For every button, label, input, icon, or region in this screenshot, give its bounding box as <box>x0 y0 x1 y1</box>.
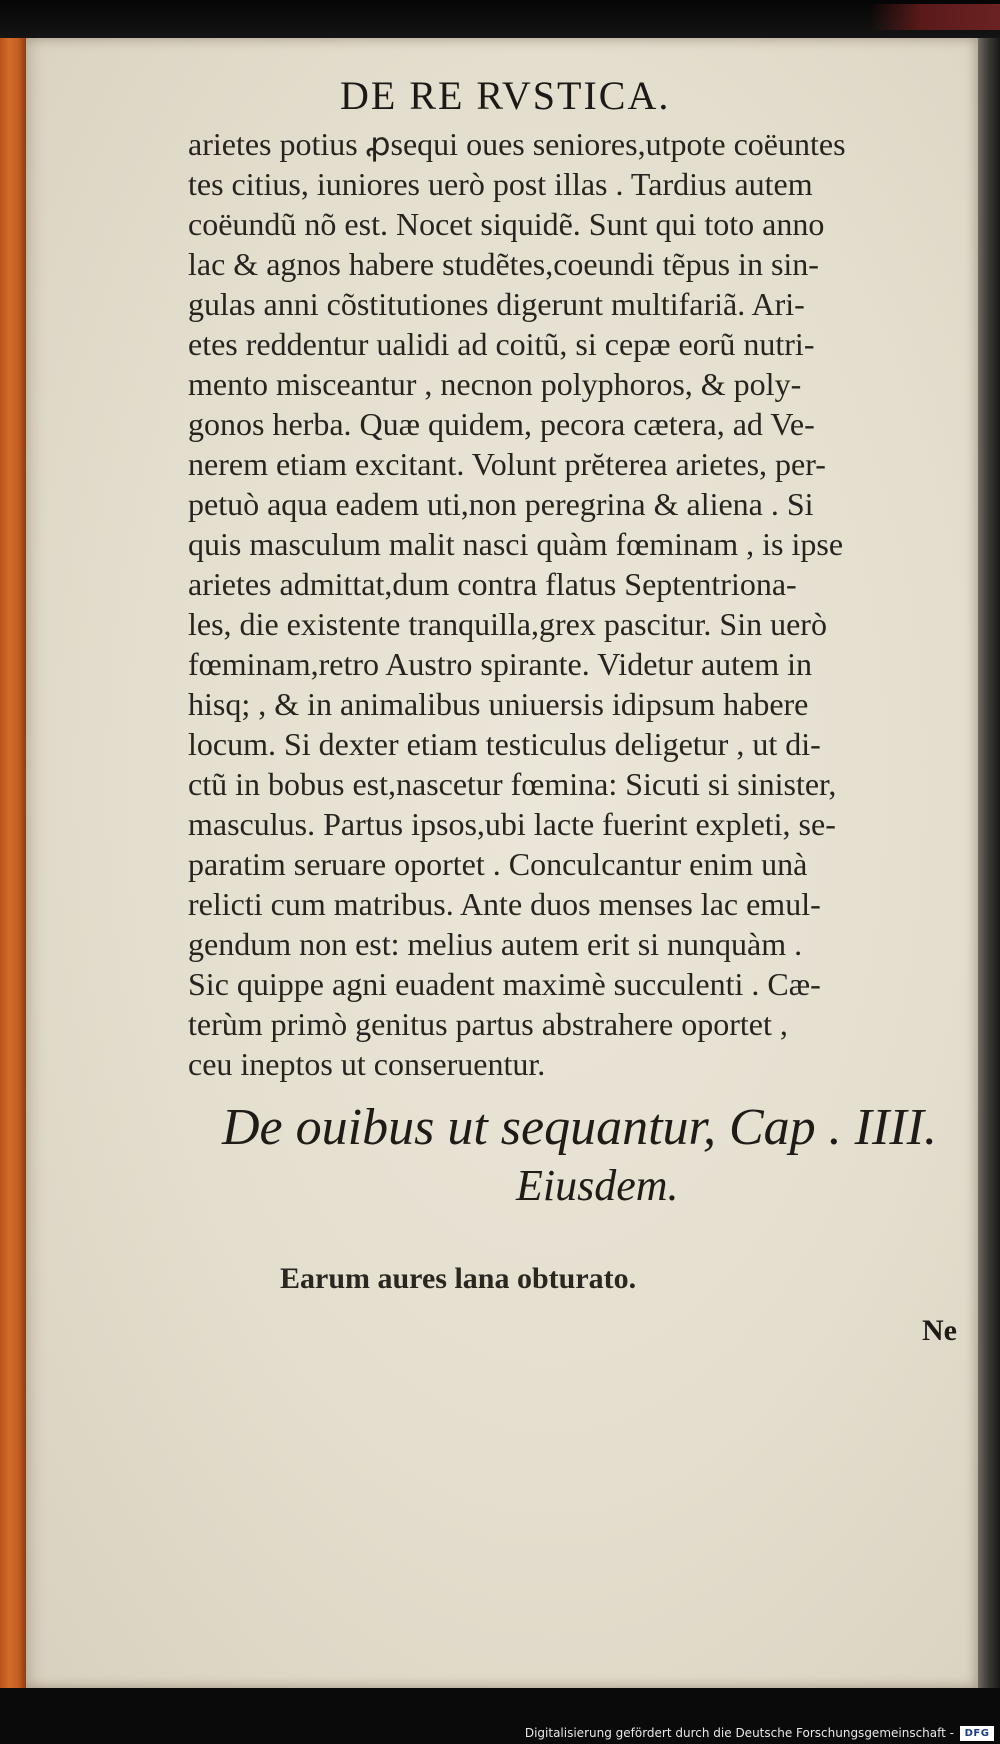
catchword: Ne <box>922 1314 957 1347</box>
left-book-edge <box>0 38 26 1688</box>
text-line: gonos herba. Quæ quidem, pecora cætera, ad Ve- <box>188 406 815 442</box>
text-line: etes reddentur ualidi ad coitũ, si cepæ eorũ nutri- <box>188 326 815 362</box>
chapter-heading: De ouibus ut sequantur, Cap . IIII. <box>222 1099 937 1156</box>
text-line: coëundũ nõ est. Nocet siquidẽ. Sunt qui toto anno <box>188 206 825 242</box>
text-line: ctũ in bobus est,nascetur fœmina: Sicuti si sinister, <box>188 766 837 802</box>
text-line: terùm primò genitus partus abstrahere oportet , <box>188 1006 788 1042</box>
text-line: petuò aqua eadem uti,non peregrina & aliena . Si <box>188 486 814 522</box>
top-edge-binding <box>870 4 1000 30</box>
text-line: nerem etiam excitant. Volunt prĕterea arietes, per- <box>188 446 826 482</box>
running-head: DE RE RVSTICA. <box>340 73 671 118</box>
text-line: relicti cum matribus. Ante duos menses lac emul- <box>188 886 821 922</box>
dfg-logo: DFG <box>960 1726 994 1741</box>
text-line: mento misceantur , necnon polyphoros, & poly- <box>188 366 802 402</box>
text-line: hisq; , & in animalibus uniuersis idipsum habere <box>188 686 809 722</box>
text-line: les, die existente tranquilla,grex pascitur. Sin uerò <box>188 606 827 642</box>
footer-bar <box>0 1688 1000 1744</box>
text-line: gulas anni cõstitutiones digerunt multifariã. Ari- <box>188 286 805 322</box>
text-line: masculus. Partus ipsos,ubi lacte fuerint expleti, se- <box>188 806 836 842</box>
text-line: ceu ineptos ut conseruentur. <box>188 1046 546 1082</box>
text-line: gendum non est: melius autem erit si nunquàm . <box>188 926 803 962</box>
remedy-line: Earum aures lana obturato. <box>280 1262 637 1295</box>
text-line: quis masculum malit nasci quàm fœminam , is ipse <box>188 526 844 562</box>
text-line: arietes admittat,dum contra flatus Septentriona- <box>188 566 797 602</box>
text-line: tes citius, iuniores uerò post illas . Tardius autem <box>188 166 813 202</box>
top-book-edge <box>0 0 1000 40</box>
chapter-subheading: Eiusdem. <box>516 1161 679 1210</box>
right-book-edge <box>978 38 1000 1688</box>
text-line: locum. Si dexter etiam testiculus deligetur , ut di- <box>188 726 821 762</box>
text-line: lac & agnos habere studẽtes,coeundi tẽpus in sin- <box>188 246 819 282</box>
text-line: arietes potius ꝓsequi oues seniores,utpote coëuntes <box>188 126 846 162</box>
digitization-credit: Digitalisierung gefördert durch die Deutsche Forschungsgemeinschaft - <box>524 1726 954 1740</box>
text-line: fœminam,retro Austro spirante. Videtur autem in <box>188 646 813 682</box>
body-text <box>188 124 968 1084</box>
text-line: paratim seruare oportet . Conculcantur enim unà <box>188 846 808 882</box>
text-line: Sic quippe agni euadent maximè succulenti . Cæ- <box>188 966 821 1002</box>
